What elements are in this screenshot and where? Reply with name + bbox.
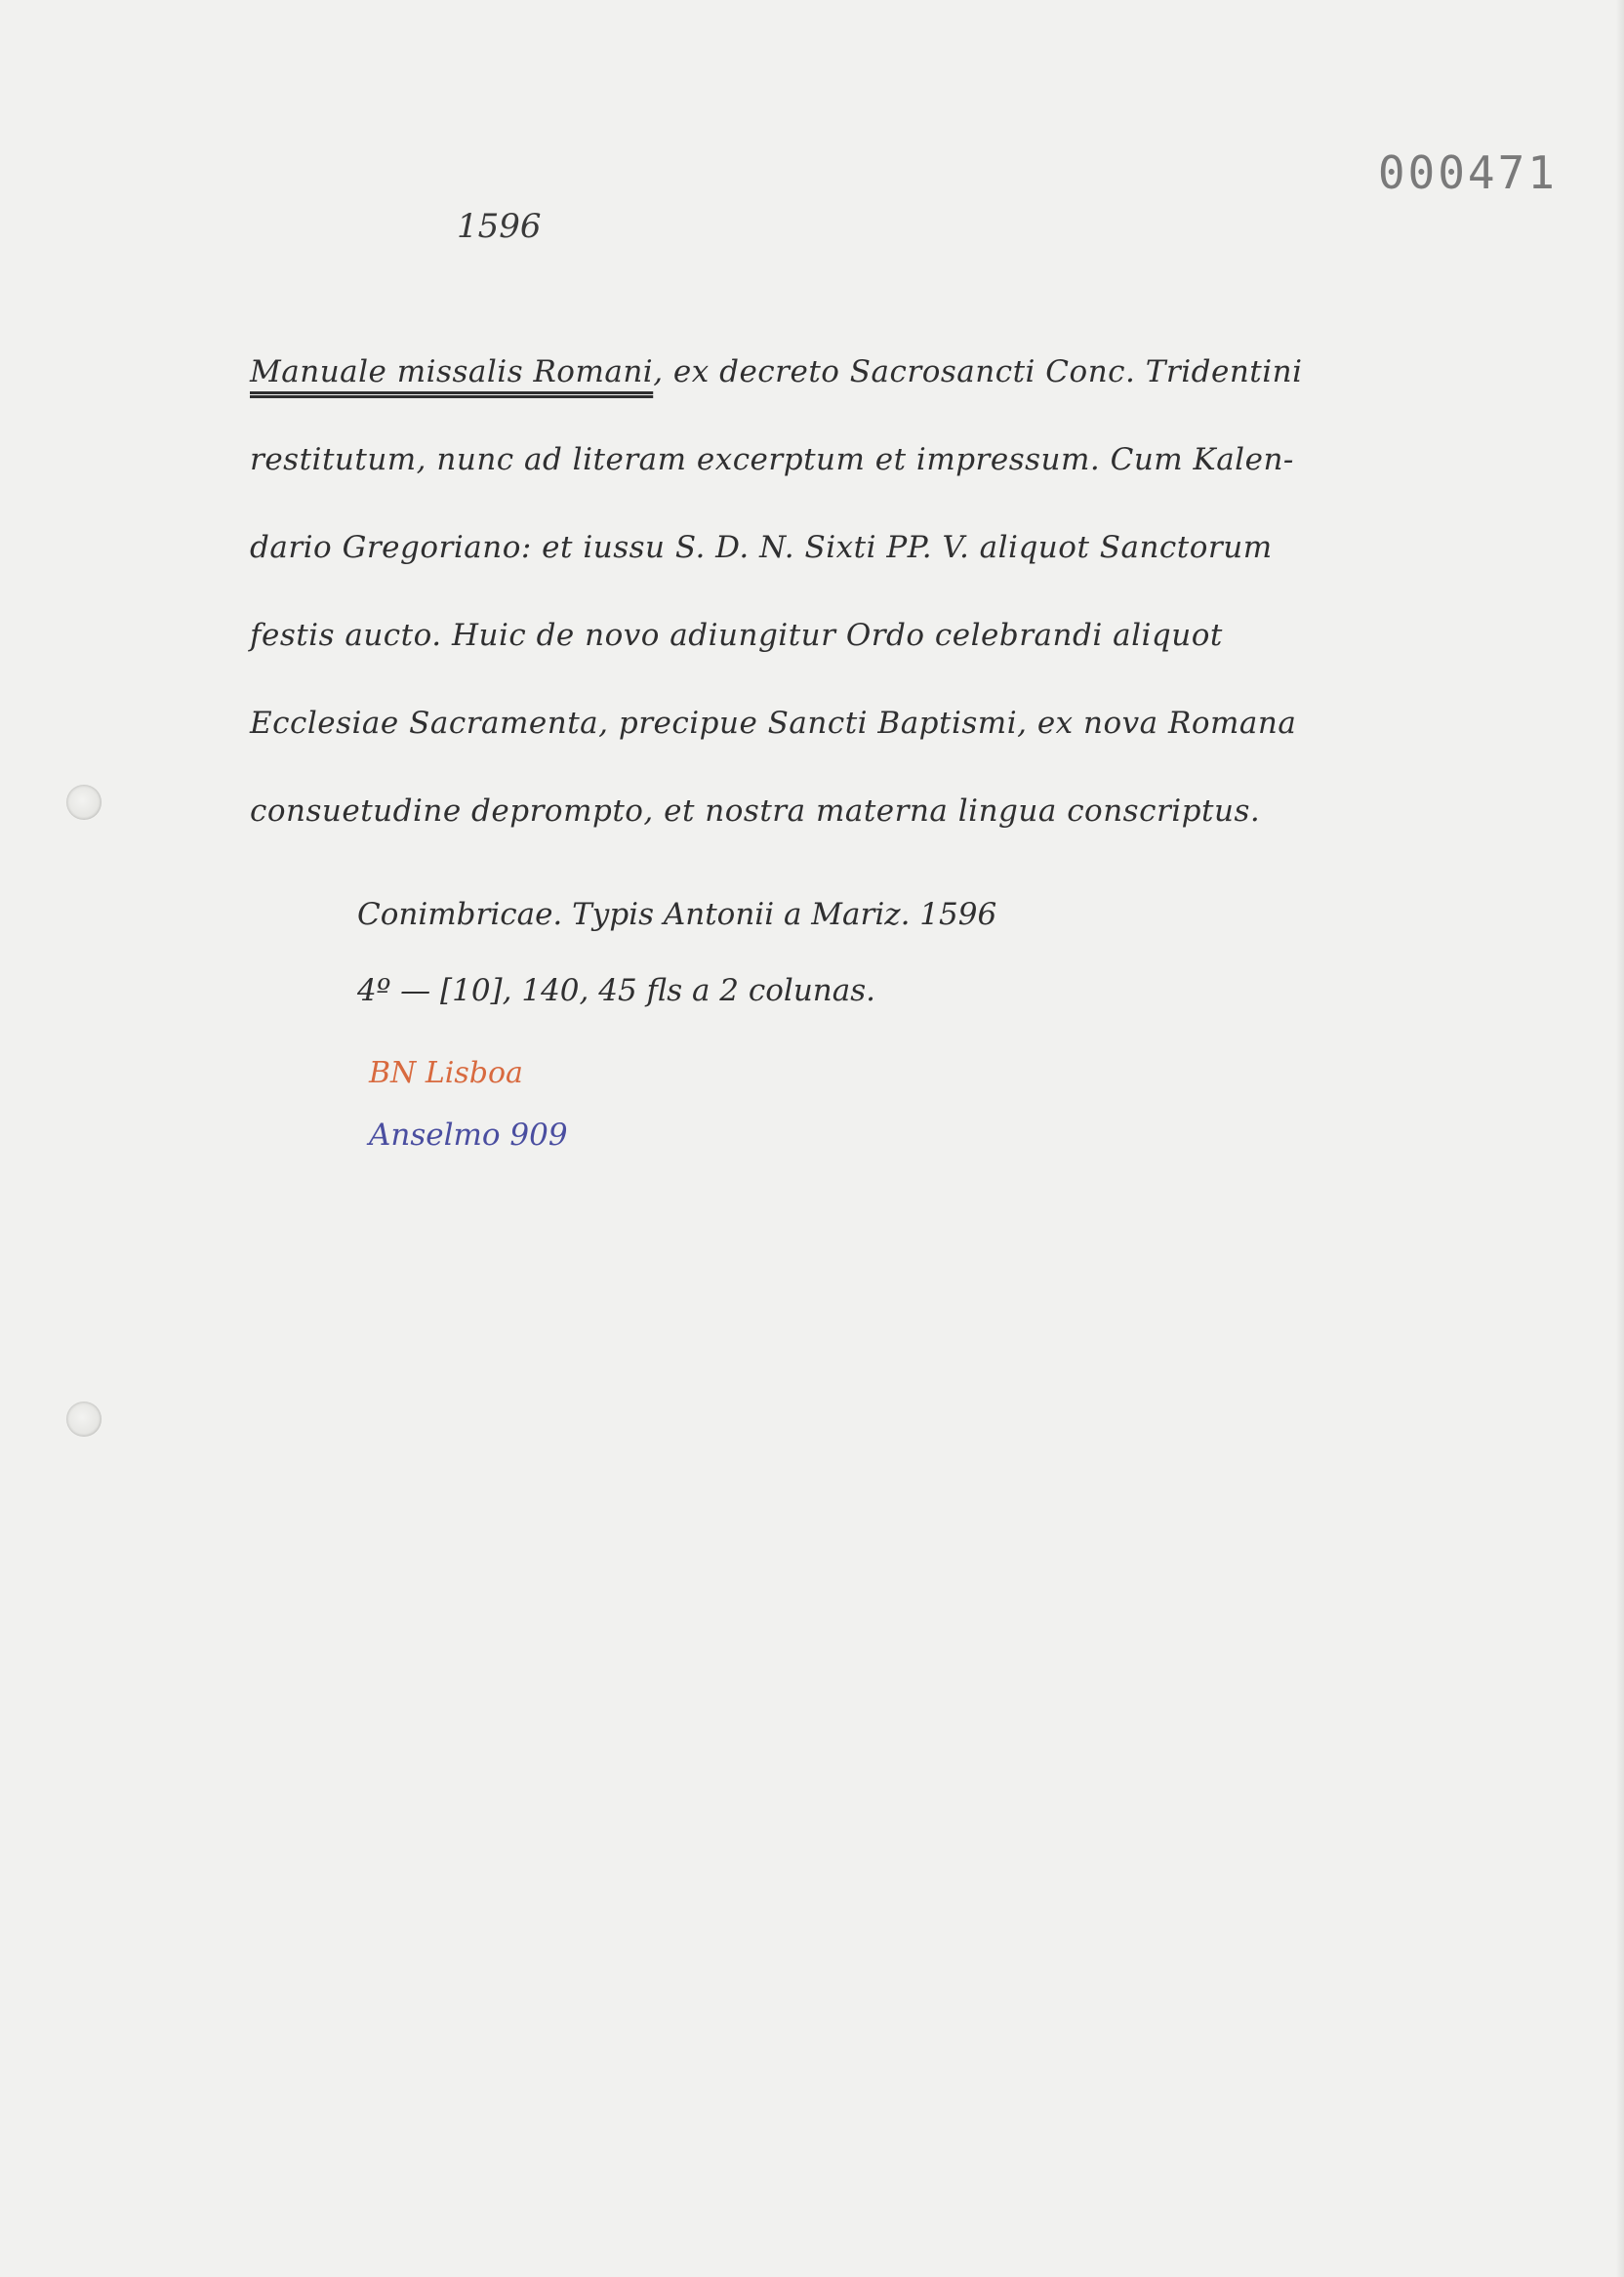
description-line-6: consuetudine deprompto, et nostra materna lingua conscriptus.: [250, 793, 1261, 829]
stamp-number: 000471: [1377, 146, 1558, 199]
punch-hole: [66, 785, 102, 820]
imprint-collation: 4º — [10], 140, 45 fls a 2 colunas.: [357, 973, 875, 1008]
description-line-2: restitutum, nunc ad literam excerptum et impressum. Cum Kalen-: [250, 442, 1294, 477]
holding-library: BN Lisboa: [369, 1056, 523, 1090]
punch-hole: [66, 1402, 102, 1437]
year-heading: 1596: [457, 207, 542, 246]
imprint: [357, 876, 996, 1029]
bibliographic-reference: Anselmo 909: [369, 1118, 568, 1153]
title-description: [250, 328, 1460, 855]
work-title: Manuale missalis Romani: [250, 354, 654, 389]
description-line-3: dario Gregoriano: et iussu S. D. N. Sixti PP. V. aliquot Sanctorum: [250, 530, 1273, 565]
description-line-5: Ecclesiae Sacramenta, precipue Sancti Baptismi, ex nova Romana: [250, 706, 1297, 741]
title-continuation: , ex decreto Sacrosancti Conc. Tridentini: [653, 354, 1303, 389]
description-line-1: [250, 328, 1460, 416]
imprint-place-printer: Conimbricae. Typis Antonii a Mariz. 1596: [357, 897, 997, 932]
description-line-4: festis aucto. Huic de novo adiungitur Ordo celebrandi aliquot: [250, 618, 1223, 653]
